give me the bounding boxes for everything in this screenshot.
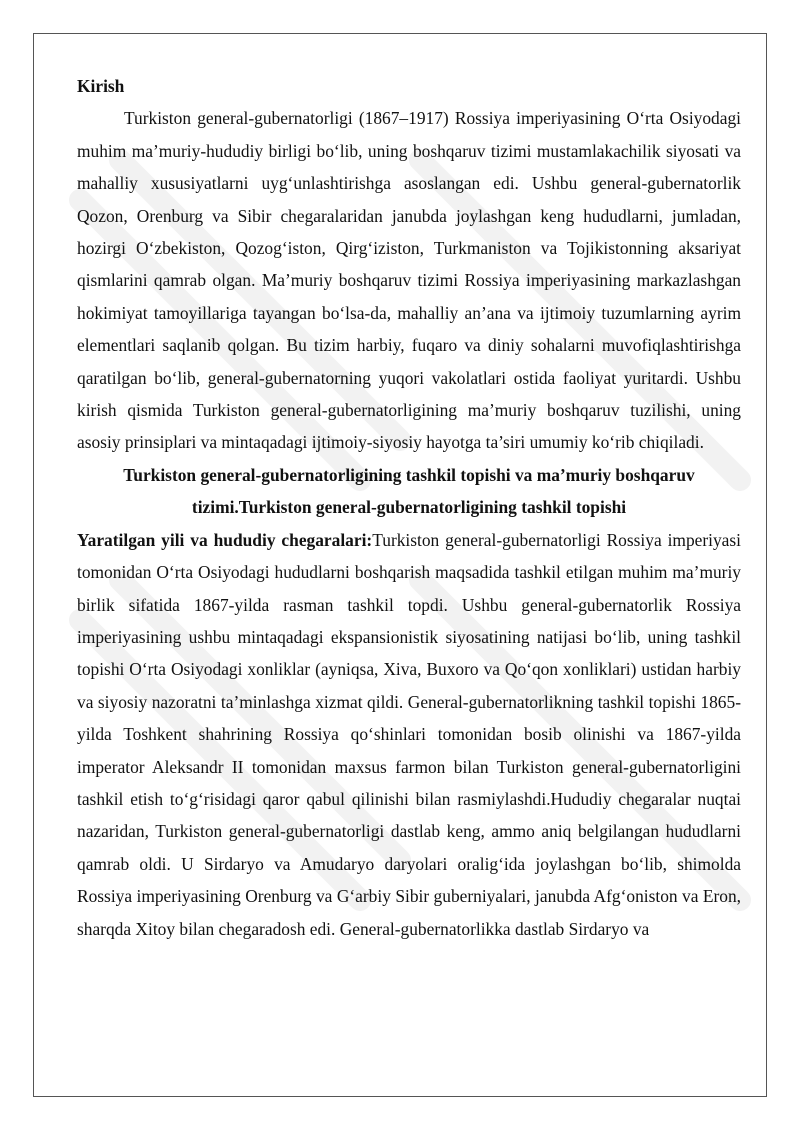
intro-paragraph: Turkiston general-gubernatorligi (1867–1917) Rossiya imperiyasining O‘rta Osiyodagi muhim ma’muriy-hududiy birligi bo‘lib, uning boshqaruv tizimi mustamlakachilik siyosati va mahalliy xususiyatlarni uyg‘unlashtirishga asoslangan edi. Ushbu general-gubernatorlik Qozon, Orenburg va Sibir chegaralaridan janubda joylashgan keng hududlarni, jumladan, hozirgi O‘zbekiston, Qozog‘iston, Qirg‘iziston, Turkmaniston va Tojikistonning aksariyat qismlarini qamrab olgan. Ma’muriy boshqaruv tizimi Rossiya imperiyasining markazlashgan hokimiyat tamoyillariga tayangan bo‘lsa-da, mahalliy an’ana va ijtimoiy tuzumlarning ayrim elementlari saqlanib qolgan. Bu tizim harbiy, fuqaro va diniy sohalarni muvofiqlashtirishga qaratilgan bo‘lib, general-gubernatorning yuqori vakolatlari ostida faoliyat yuritardi. Ushbu kirish qismida Turkiston general-gubernatorligining ma’muriy boshqaruv tuzilishi, uning asosiy prinsiplari va mintaqadagi ijtimoiy-siyosiy hayotga ta’siri umumiy ko‘rib chiqiladi. — [77, 108, 741, 453]
body-paragraph — [77, 524, 741, 945]
section-title: Turkiston general-gubernatorligining tashkil topishi va ma’muriy boshqaruv tizimi.Turkiston general-gubernatorligining tashkil topishi — [123, 464, 695, 518]
body-paragraph-text: Turkiston general-gubernatorligi Rossiya imperiyasi tomonidan O‘rta Osiyodagi hududlarni boshqarish maqsadida tashkil etilgan muhim ma’muriy birlik sifatida 1867-yilda rasman tashkil topdi. Ushbu general-gubernatorlik Rossiya imperiyasining ushbu mintaqadagi ekspansionistik siyosatining natijasi bo‘lib, uning tashkil topishi O‘rta Osiyodagi xonliklar (ayniqsa, Xiva, Buxoro va Qo‘qon xonliklari) ustidan harbiy va siyosiy nazoratni ta’minlashga xizmat qildi. General-gubernatorlikning tashkil topishi 1865-yilda Toshkent shahrining Rossiya qo‘shinlari tomonidan bosib olinishi va 1867-yilda imperator Aleksandr II tomonidan maxsus farmon bilan Turkiston general-gubernatorligini tashkil etish to‘g‘risidagi qaror qabul qilinishi bilan rasmiylashdi.Hududiy chegaralar nuqtai nazaridan, Turkiston general-gubernatorligi dastlab keng, ammo aniq belgilangan hududlarni qamrab oldi. U Sirdaryo va Amudaryo daryolari oralig‘ida joylashgan bo‘lib, shimolda Rossiya imperiyasining Orenburg va G‘arbiy Sibir guberniyalari, janubda Afg‘oniston va Eron, sharqda Xitoy bilan chegaradosh edi. General-gubernatorlikka dastlab Sirdaryo va — [77, 529, 741, 939]
subsection-label: Yaratilgan yili va hududiy chegaralari: — [77, 529, 373, 550]
document-body — [77, 70, 741, 945]
section-heading: Kirish — [77, 76, 125, 96]
